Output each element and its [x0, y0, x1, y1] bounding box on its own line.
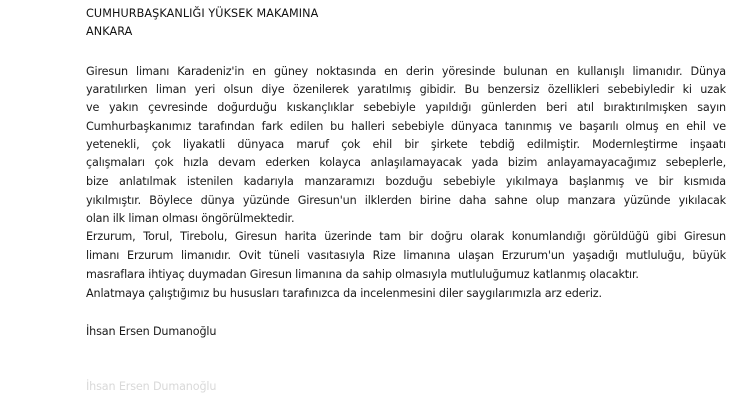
- paragraph-1-line: yetenekli, çok liyakatli dünyaca maruf çok ehil bir şirkete tebdiğ edilmiştir. Modernleştirme inşaatı: [86, 138, 726, 151]
- paragraph-1-line: Giresun limanı Karadeniz'in en güney noktasında en derin yöresinde bulunan en kullanışlı limanıdır. Dünya: [86, 65, 726, 78]
- paragraph-1-line: yıkılmıştır. Böylece dünya yüzünde Giresun'un ilklerden birine daha sahne olup manzara yüzünde yıkılacak: [86, 194, 726, 207]
- paragraph-2-line: limanı Erzurum limanıdır. Ovit tüneli vasıtasıyla Rize limanına ulaşan Erzurum'un yaşadığı mutluluğu, büyük: [86, 249, 726, 262]
- paragraph-1-line: çalışmaları çok hızla devam ederken kolayca anlaşılamayacak yada bizim anlayamayacağımız sebeplerle,: [86, 156, 726, 169]
- signature-name: İhsan Ersen Dumanoğlu: [86, 325, 217, 338]
- city: ANKARA: [86, 25, 133, 38]
- paragraph-2-line: Erzurum, Torul, Tirebolu, Giresun harita üzerinde tam bir doğru olarak konumlandığı görüldüğü gibi Giresun: [86, 230, 726, 243]
- paragraph-1-line: olan ilk liman olması öngörülmektedir.: [86, 212, 295, 225]
- paragraph-1-line: ve yakın çevresinde doğurduğu kıskançlıklar sebebiyle yapıldığı günlerden beri atıl bıraktırılmışken sayın: [86, 101, 726, 114]
- paragraph-1-line: yaratılırken liman yeri olsun diye özenilerek yaratılmış gibidir. Bu benzersiz özellikleri sebebiyledir ki uzak: [86, 83, 726, 96]
- addressee: CUMHURBAŞKANLIĞI YÜKSEK MAKAMINA: [86, 7, 319, 20]
- paragraph-2-line: Anlatmaya çalıştığımız bu hususları tarafınızca da incelenmesini diler saygılarımızla arz ederiz.: [86, 287, 602, 300]
- paragraph-1-line: Cumhurbaşkanımız tarafından fark edilen bu halleri sebebiyle dünyaca tanınmış ve başarılı olmuş en ehil ve: [86, 120, 726, 133]
- paragraph-2-line: masraflara ihtiyaç duymadan Giresun limanına da sahip olmasıyla mutluluğumuz katlanmış olacaktır.: [86, 268, 639, 281]
- paragraph-1-line: bize anlatılmak istenilen kadarıyla manzaramızı bozduğu sebebiyle yıkılmaya başlanmış ve bir kısmıda: [86, 175, 726, 188]
- signature-faded: İhsan Ersen Dumanoğlu: [86, 380, 217, 393]
